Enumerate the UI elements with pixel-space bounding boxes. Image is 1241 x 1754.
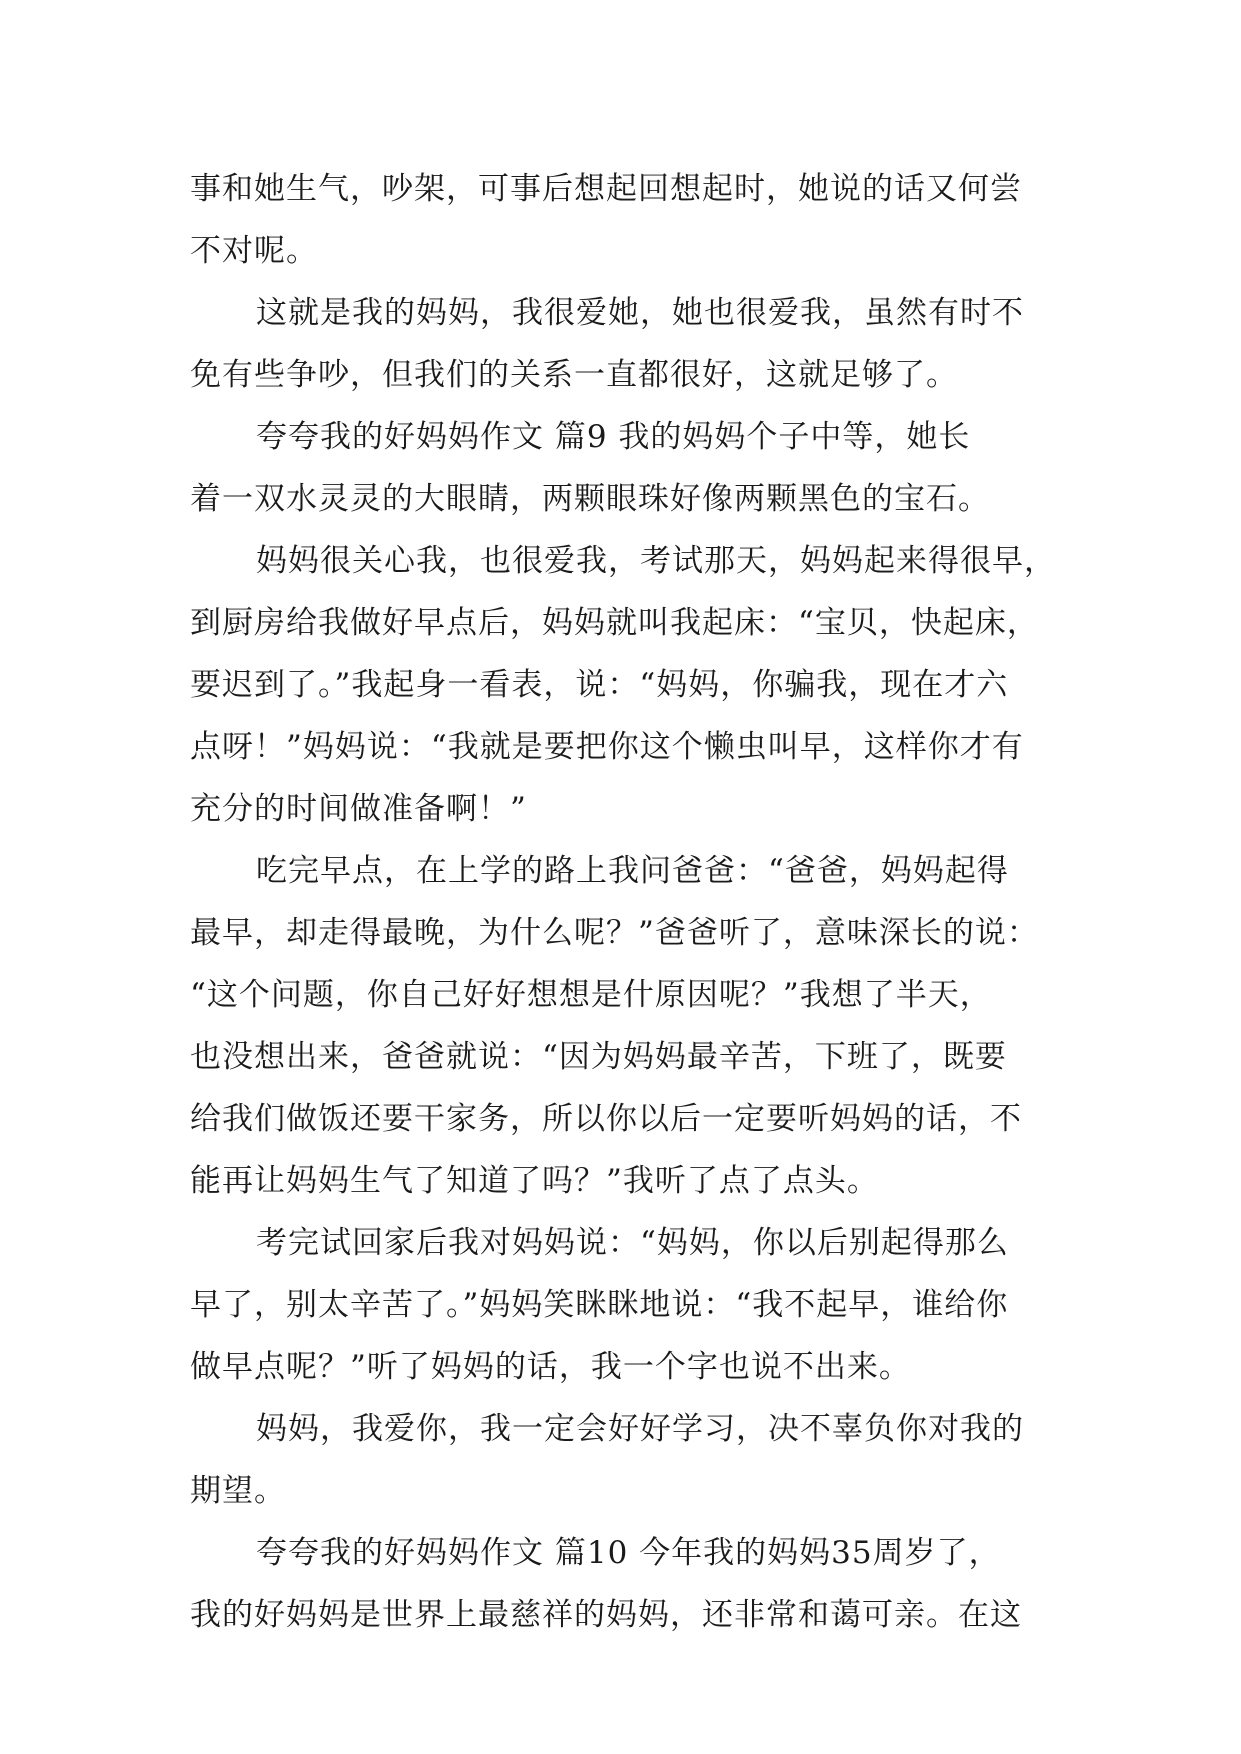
- essay-heading-line: 夸夸我的好妈妈作文 篇9 我的妈妈个子中等，她长: [256, 419, 971, 455]
- text-line: 事和她生气，吵架，可事后想起回想起时，她说的话又何尝: [190, 171, 1022, 207]
- text-line: 到厨房给我做好早点后，妈妈就叫我起床：“宝贝，快起床，: [190, 605, 1039, 641]
- text-line: 充分的时间做准备啊！”: [190, 791, 527, 827]
- text-line: 给我们做饭还要干家务，所以你以后一定要听妈妈的话，不: [190, 1101, 1022, 1137]
- text-line: 能再让妈妈生气了知道了吗？”我听了点了点头。: [190, 1163, 879, 1199]
- text-line: 妈妈很关心我，也很爱我，考试那天，妈妈起来得很早，: [256, 543, 1056, 579]
- text-line: 点呀！”妈妈说：“我就是要把你这个懒虫叫早，这样你才有: [190, 729, 1024, 765]
- text-line: 要迟到了。”我起身一看表，说：“妈妈，你骗我，现在才六: [190, 667, 1009, 703]
- text-line: 这就是我的妈妈，我很爱她，她也很爱我，虽然有时不: [256, 295, 1024, 331]
- text-line: 免有些争吵，但我们的关系一直都很好，这就足够了。: [190, 357, 958, 393]
- text-line: 不对呢。: [190, 233, 318, 269]
- text-line: 期望。: [190, 1473, 286, 1509]
- text-line: 也没想出来，爸爸就说：“因为妈妈最辛苦，下班了，既要: [190, 1039, 1007, 1075]
- essay-text: [190, 158, 1080, 1646]
- text-line: 早了，别太辛苦了。”妈妈笑眯眯地说：“我不起早，谁给你: [190, 1287, 1009, 1323]
- text-line: 吃完早点，在上学的路上我问爸爸：“爸爸，妈妈起得: [256, 853, 1009, 889]
- essay-heading-line: 夸夸我的好妈妈作文 篇10 今年我的妈妈35周岁了，: [256, 1535, 1001, 1571]
- text-line: 做早点呢？”听了妈妈的话，我一个字也说不出来。: [190, 1349, 911, 1385]
- text-line: 妈妈，我爱你，我一定会好好学习，决不辜负你对我的: [256, 1411, 1024, 1447]
- text-line: 我的好妈妈是世界上最慈祥的妈妈，还非常和蔼可亲。在这: [190, 1597, 1022, 1633]
- text-line: 最早，却走得最晚，为什么呢？”爸爸听了，意味深长的说：: [190, 915, 1039, 951]
- text-line: “这个问题，你自己好好想想是什原因呢？”我想了半天，: [190, 977, 992, 1013]
- text-line: 考完试回家后我对妈妈说：“妈妈，你以后别起得那么: [256, 1225, 1009, 1261]
- text-line: 着一双水灵灵的大眼睛，两颗眼珠好像两颗黑色的宝石。: [190, 481, 990, 517]
